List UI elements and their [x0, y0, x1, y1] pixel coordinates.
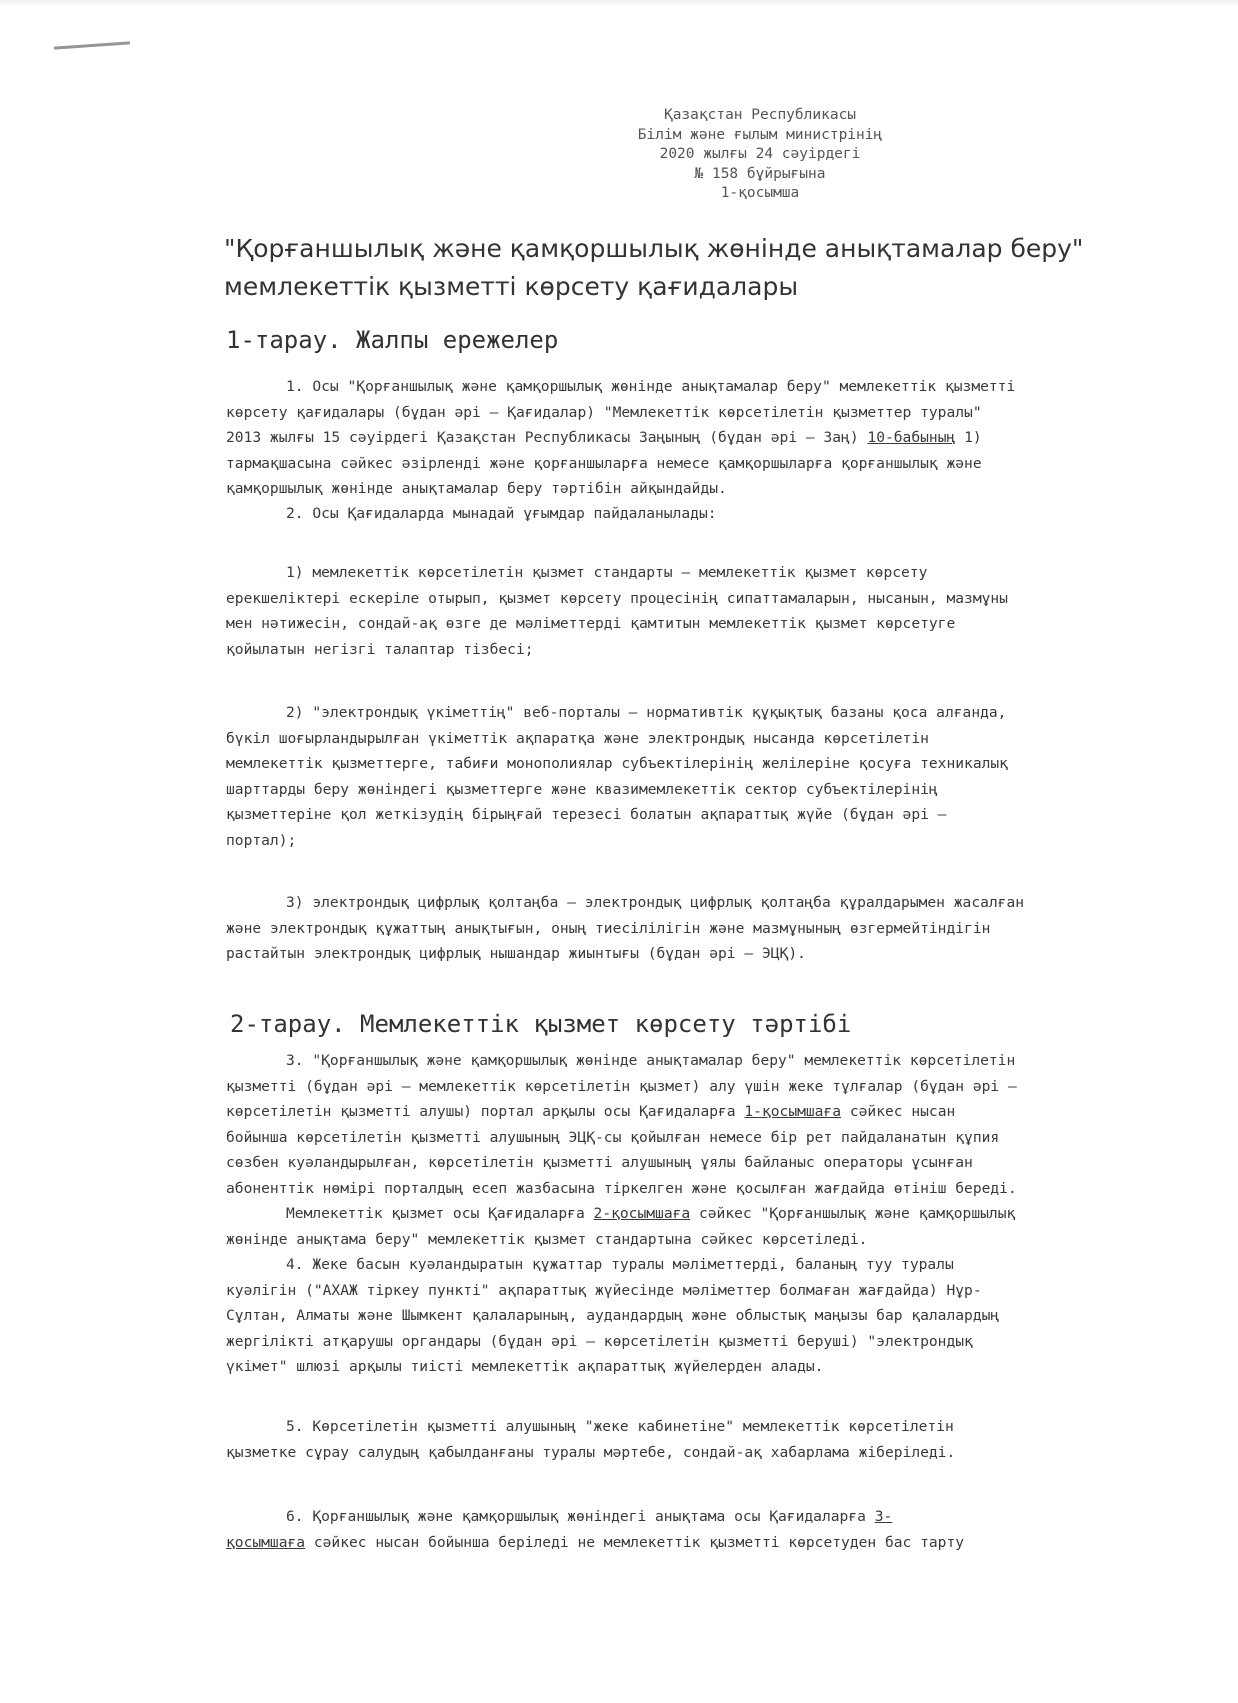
- text-run: сәйкес нысан бойынша беріледі не мемлекеттік қызметті көрсетуден бас тарту: [305, 1533, 965, 1551]
- paragraph-line: 2. Осы Қағидаларда мынадай ұғымдар пайдаланылады:: [286, 505, 717, 522]
- definition-2: [226, 700, 1146, 853]
- law-article-link[interactable]: 10-бабының: [867, 429, 956, 446]
- definition-1: [226, 560, 1146, 662]
- paragraph-line: ерекшеліктері ескеріле отырып, қызмет көрсету процесінің сипаттамаларын, нысанын, мазмұны: [226, 589, 1008, 607]
- chapter-2-heading: 2-тарау. Мемлекеттік қызмет көрсету тәртібі: [230, 1010, 852, 1038]
- scan-mark: [54, 41, 130, 49]
- paragraph-3: [226, 1048, 1146, 1201]
- paragraph-line: шарттарды беру жөніндегі қызметтерге және квазимемлекеттік сектор субъектілерінің: [226, 780, 938, 798]
- text-run: 1): [955, 429, 982, 446]
- document-title-line: "Қорғаншылық және қамқоршылық жөнінде анықтамалар беру": [224, 234, 1084, 263]
- paragraph-3-continued: [226, 1201, 1146, 1252]
- paragraph-line: және электрондық құжаттың анықтығын, оның тиесілілігін және мазмұнының өзгермейтіндігін: [226, 919, 991, 937]
- text-run: 6. Қорғаншылық және қамқоршылық жөніндегі анықтама осы Қағидаларға: [286, 1508, 875, 1525]
- chapter-1-heading: 1-тарау. Жалпы ережелер: [226, 326, 559, 354]
- text-run: көрсетілетін қызметті алушы) портал арқылы осы Қағидаларға: [226, 1103, 745, 1120]
- text-run: Мемлекеттік қызмет осы Қағидаларға: [286, 1205, 594, 1222]
- paragraph-line: Сұлтан, Алматы және Шымкент қалаларының, аудандардың және облыстық маңызы бар қалалардың: [226, 1307, 1000, 1324]
- paragraph-line: үкімет" шлюзі арқылы тиісті мемлекеттік ақпараттық жүйелерден алады.: [226, 1358, 824, 1375]
- paragraph-line: растайтын электрондық цифрлық нышандар жиынтығы (бұдан әрі – ЭЦҚ).: [226, 945, 806, 962]
- annex-2-link[interactable]: 2-қосымшаға: [593, 1205, 691, 1222]
- paragraph-line: бойынша көрсетілетін қызметті алушының ЭЦҚ-сы қойылған немесе бір рет пайдаланатын құпия: [226, 1128, 1000, 1146]
- paragraph-line: [226, 425, 1146, 451]
- annex-header-line: 2020 жылғы 24 сәуірдегі: [659, 146, 861, 162]
- annex-1-link[interactable]: 1-қосымшаға: [744, 1103, 842, 1120]
- paragraph-line: қызметке сұрау салудың қабылданғаны туралы мәртебе, сондай-ақ хабарлама жіберіледі.: [226, 1443, 956, 1461]
- paragraph-line: қамқоршылық жөнінде анықтамалар беру тәртібін айқындайды.: [226, 480, 727, 497]
- paragraph-line: куәлігін ("АХАЖ тіркеу пункті" ақпараттық жүйесінде мәліметтер болмаған жағдайда) Нұр-: [226, 1281, 982, 1299]
- definition-3: [226, 890, 1146, 967]
- annex-3-link-continued[interactable]: қосымшаға: [226, 1533, 306, 1551]
- paragraph-line: [226, 1504, 1146, 1530]
- annex-header-line: Қазақстан Республикасы: [663, 107, 857, 123]
- document-title: [224, 230, 1154, 306]
- annex-3-link[interactable]: 3-: [874, 1508, 893, 1525]
- paragraph-line: қызметті (бұдан әрі – мемлекеттік көрсетілетін қызмет) алу үшін жеке тұлғалар (бұдан әрі –: [226, 1077, 1017, 1095]
- paragraph-line: 1. Осы "Қорғаншылық және қамқоршылық жөнінде анықтамалар беру" мемлекеттік қызметті: [286, 378, 1016, 395]
- paragraph-line: 2) "электрондық үкіметтің" веб-порталы – нормативтік құқықтық базаны қоса алғанда,: [286, 704, 1007, 721]
- paragraph-line: портал);: [226, 831, 297, 849]
- text-run: сәйкес нысан: [841, 1103, 956, 1120]
- annex-header-line: Білім және ғылым министрінің: [637, 126, 883, 143]
- paragraph-line: 1) мемлекеттік көрсетілетін қызмет стандарты – мемлекеттік қызмет көрсету: [286, 564, 928, 581]
- annex-header-line: № 158 бұйрығына: [694, 165, 826, 182]
- paragraph-2: [226, 501, 1146, 527]
- paragraph-5: [226, 1414, 1146, 1465]
- paragraph-4: [226, 1252, 1146, 1380]
- paragraph-line: 4. Жеке басын куәландыратын құжаттар туралы мәліметтерді, баланың туу туралы: [286, 1256, 954, 1273]
- paragraph-line: 5. Көрсетілетін қызметті алушының "жеке кабинетіне" мемлекеттік көрсетілетін: [286, 1418, 954, 1435]
- paragraph-line: 3. "Қорғаншылық және қамқоршылық жөнінде анықтамалар беру" мемлекеттік көрсетілетін: [286, 1052, 1016, 1069]
- document-title-line: мемлекеттік қызметті көрсету қағидалары: [224, 272, 799, 301]
- text-run: сәйкес "Қорғаншылық және қамқоршылық: [690, 1205, 1016, 1222]
- annex-header: [560, 106, 960, 204]
- paragraph-line: бүкіл шоғырландырылған үкіметтік ақпаратқа және электрондық нысанда көрсетілетін: [226, 729, 929, 747]
- annex-header-line: 1-қосымша: [720, 185, 800, 201]
- paragraph-line: қойылатын негізгі талаптар тізбесі;: [226, 640, 534, 658]
- paragraph-line: көрсету қағидалары (бұдан әрі – Қағидалар) "Мемлекеттік көрсетілетін қызметтер туралы": [226, 403, 982, 421]
- paragraph-line: [226, 1099, 1146, 1125]
- paragraph-line: қызметтеріне қол жеткізудің бірыңғай терезесі болатын ақпараттық жүйе (бұдан әрі –: [226, 806, 947, 823]
- paragraph-line: 3) электрондық цифрлық қолтаңба – электрондық цифрлық қолтаңба құралдарымен жасалған: [286, 894, 1025, 911]
- paragraph-line: [226, 1530, 1146, 1556]
- text-run: 2013 жылғы 15 сәуірдегі Қазақстан Республикасы Заңының (бұдан әрі – Заң): [226, 429, 868, 446]
- paragraph-line: жөнінде анықтама беру" мемлекеттік қызмет стандартына сәйкес көрсетіледі.: [226, 1230, 868, 1248]
- paragraph-line: мен нәтижесін, сондай-ақ өзге де мәліметтерді қамтитын мемлекеттік қызмет көрсетуге: [226, 615, 956, 632]
- scan-edge: [0, 0, 1238, 6]
- paragraph-line: абоненттік нөмірі порталдың есеп жазбасына тіркелген және қосылған жағдайда өтініш береді.: [226, 1179, 1017, 1197]
- paragraph-line: жергілікті атқарушы органдары (бұдан әрі – көрсетілетін қызметті беруші) "электрондық: [226, 1332, 973, 1350]
- paragraph-line: сөзбен куәландырылған, көрсетілетін қызметті алушының ұялы байланыс операторы ұсынған: [226, 1154, 973, 1171]
- paragraph-6: [226, 1504, 1146, 1555]
- paragraph-line: мемлекеттік қызметтерге, табиғи монополиялар субъектілерінің желілеріне қосуға техникалық: [226, 755, 1008, 772]
- paragraph-1: [226, 374, 1146, 502]
- paragraph-line: [226, 1201, 1146, 1227]
- paragraph-line: тармақшасына сәйкес әзірленді және қорғаншыларға немесе қамқоршыларға қорғаншылық және: [226, 454, 982, 472]
